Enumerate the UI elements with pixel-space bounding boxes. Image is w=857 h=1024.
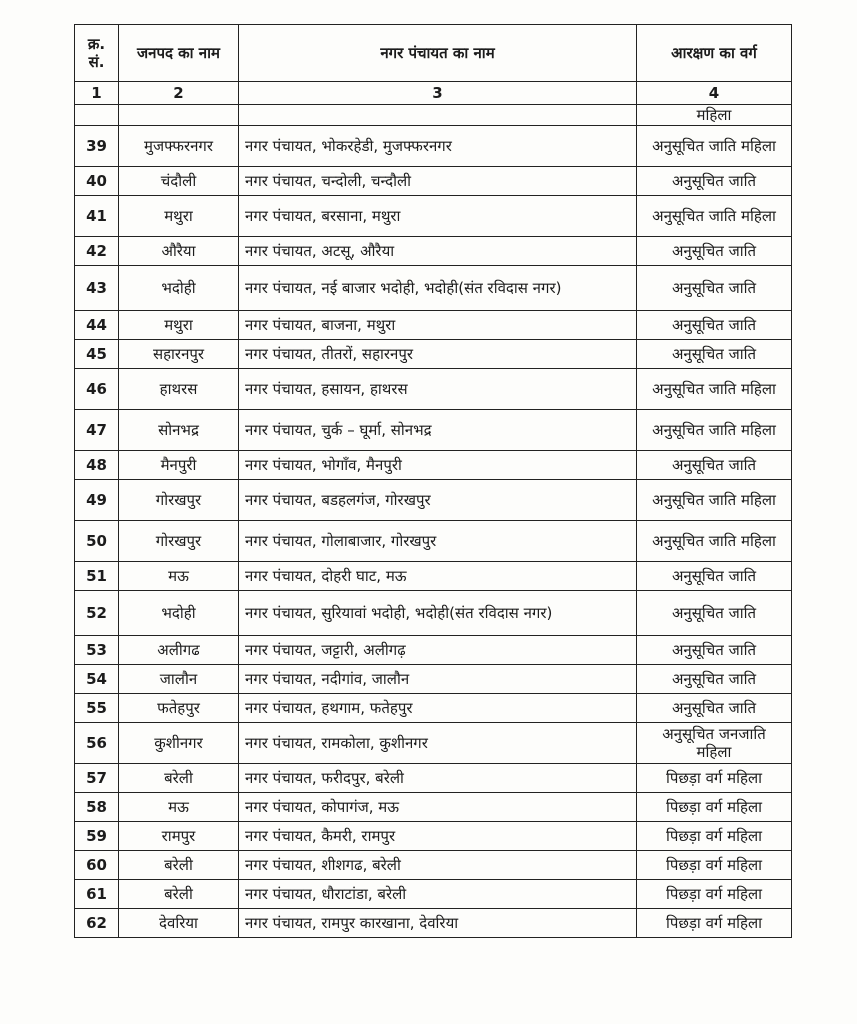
serial-cell: 52 (75, 591, 119, 636)
table-row (75, 410, 792, 451)
panchayat-cell: नगर पंचायत, कोपागंज, मऊ (239, 793, 637, 822)
category-cell: अनुसूचित जाति (637, 591, 792, 636)
serial-cell: 53 (75, 636, 119, 665)
category-cell: पिछड़ा वर्ग महिला (637, 851, 792, 880)
category-cell: पिछड़ा वर्ग महिला (637, 764, 792, 793)
serial-cell: 42 (75, 237, 119, 266)
category-cell: अनुसूचित जाति महिला (637, 480, 792, 521)
panchayat-cell: नगर पंचायत, नदीगांव, जालौन (239, 665, 637, 694)
serial-cell: 57 (75, 764, 119, 793)
panchayat-cell: नगर पंचायत, तीतरों, सहारनपुर (239, 340, 637, 369)
serial-cell: 55 (75, 694, 119, 723)
serial-cell: 60 (75, 851, 119, 880)
panchayat-cell: नगर पंचायत, चन्दोली, चन्दौली (239, 167, 637, 196)
district-cell: भदोही (119, 266, 239, 311)
table-row (75, 451, 792, 480)
serial-cell: 54 (75, 665, 119, 694)
category-cell: अनुसूचित जाति (637, 451, 792, 480)
header-serial: क्र. सं. (75, 25, 119, 82)
district-cell: कुशीनगर (119, 723, 239, 764)
district-cell: बरेली (119, 851, 239, 880)
panchayat-cell: नगर पंचायत, फरीदपुर, बरेली (239, 764, 637, 793)
district-cell: सोनभद्र (119, 410, 239, 451)
serial-cell: 51 (75, 562, 119, 591)
table-row (75, 591, 792, 636)
serial-cell: 39 (75, 126, 119, 167)
table-row (75, 793, 792, 822)
category-cell: अनुसूचित जाति (637, 562, 792, 591)
category-cell: अनुसूचित जाति (637, 665, 792, 694)
district-cell: मथुरा (119, 196, 239, 237)
table-row (75, 880, 792, 909)
district-cell: मऊ (119, 793, 239, 822)
panchayat-cell: नगर पंचायत, रामकोला, कुशीनगर (239, 723, 637, 764)
table-row (75, 665, 792, 694)
header-category: आरक्षण का वर्ग (637, 25, 792, 82)
continuation-empty (75, 105, 119, 126)
table-row (75, 126, 792, 167)
continuation-category: महिला (637, 105, 792, 126)
district-cell: फतेहपुर (119, 694, 239, 723)
category-cell: अनुसूचित जाति (637, 237, 792, 266)
table-row (75, 521, 792, 562)
panchayat-cell: नगर पंचायत, बाजना, मथुरा (239, 311, 637, 340)
column-number: 3 (239, 82, 637, 105)
serial-cell: 58 (75, 793, 119, 822)
panchayat-cell: नगर पंचायत, बडहलगंज, गोरखपुर (239, 480, 637, 521)
category-cell: अनुसूचित जाति (637, 311, 792, 340)
panchayat-cell: नगर पंचायत, चुर्क – घूर्मा, सोनभद्र (239, 410, 637, 451)
serial-cell: 44 (75, 311, 119, 340)
table-body (75, 105, 792, 938)
category-cell: अनुसूचित जाति (637, 694, 792, 723)
table-row (75, 266, 792, 311)
column-number: 1 (75, 82, 119, 105)
serial-cell: 47 (75, 410, 119, 451)
district-cell: मैनपुरी (119, 451, 239, 480)
serial-cell: 49 (75, 480, 119, 521)
continuation-empty (239, 105, 637, 126)
district-cell: बरेली (119, 880, 239, 909)
serial-cell: 62 (75, 909, 119, 938)
category-cell: अनुसूचित जाति महिला (637, 126, 792, 167)
district-cell: मऊ (119, 562, 239, 591)
category-cell: अनुसूचित जाति (637, 266, 792, 311)
panchayat-cell: नगर पंचायत, सुरियावां भदोही, भदोही(संत रविदास नगर) (239, 591, 637, 636)
serial-cell: 56 (75, 723, 119, 764)
district-cell: बरेली (119, 764, 239, 793)
district-cell: चंदौली (119, 167, 239, 196)
district-cell: सहारनपुर (119, 340, 239, 369)
serial-cell: 41 (75, 196, 119, 237)
table-row (75, 311, 792, 340)
serial-cell: 45 (75, 340, 119, 369)
category-cell: अनुसूचित जाति (637, 636, 792, 665)
serial-cell: 61 (75, 880, 119, 909)
category-cell: अनुसूचित जाति महिला (637, 196, 792, 237)
panchayat-cell: नगर पंचायत, धौराटांडा, बरेली (239, 880, 637, 909)
category-cell: अनुसूचित जाति महिला (637, 369, 792, 410)
table-row (75, 237, 792, 266)
district-cell: औरैया (119, 237, 239, 266)
district-cell: हाथरस (119, 369, 239, 410)
serial-cell: 59 (75, 822, 119, 851)
district-cell: अलीगढ (119, 636, 239, 665)
panchayat-cell: नगर पंचायत, हसायन, हाथरस (239, 369, 637, 410)
serial-cell: 43 (75, 266, 119, 311)
category-cell: अनुसूचित जनजाति महिला (637, 723, 792, 764)
header-row (75, 25, 792, 82)
serial-cell: 50 (75, 521, 119, 562)
district-cell: गोरखपुर (119, 480, 239, 521)
table-row (75, 636, 792, 665)
panchayat-cell: नगर पंचायत, जट्टारी, अलीगढ़ (239, 636, 637, 665)
panchayat-cell: नगर पंचायत, नई बाजार भदोही, भदोही(संत रविदास नगर) (239, 266, 637, 311)
panchayat-cell: नगर पंचायत, हथगाम, फतेहपुर (239, 694, 637, 723)
table-row (75, 723, 792, 764)
table-row (75, 480, 792, 521)
serial-cell: 40 (75, 167, 119, 196)
panchayat-cell: नगर पंचायत, शीशगढ, बरेली (239, 851, 637, 880)
serial-cell: 48 (75, 451, 119, 480)
category-cell: अनुसूचित जाति महिला (637, 410, 792, 451)
table-row (75, 562, 792, 591)
panchayat-cell: नगर पंचायत, भोगाँव, मैनपुरी (239, 451, 637, 480)
serial-cell: 46 (75, 369, 119, 410)
column-number: 4 (637, 82, 792, 105)
continuation-empty (119, 105, 239, 126)
table-row (75, 340, 792, 369)
district-cell: रामपुर (119, 822, 239, 851)
panchayat-cell: नगर पंचायत, दोहरी घाट, मऊ (239, 562, 637, 591)
district-cell: भदोही (119, 591, 239, 636)
district-cell: देवरिया (119, 909, 239, 938)
table-row (75, 822, 792, 851)
header-district: जनपद का नाम (119, 25, 239, 82)
table-row (75, 694, 792, 723)
column-number-row (75, 82, 792, 105)
category-cell: पिछड़ा वर्ग महिला (637, 880, 792, 909)
column-number: 2 (119, 82, 239, 105)
panchayat-cell: नगर पंचायत, कैमरी, रामपुर (239, 822, 637, 851)
panchayat-cell: नगर पंचायत, बरसाना, मथुरा (239, 196, 637, 237)
table-row (75, 851, 792, 880)
table-row (75, 167, 792, 196)
continuation-row (75, 105, 792, 126)
table-row (75, 369, 792, 410)
panchayat-cell: नगर पंचायत, अटसू, औरैया (239, 237, 637, 266)
category-cell: अनुसूचित जाति (637, 340, 792, 369)
category-cell: पिछड़ा वर्ग महिला (637, 822, 792, 851)
reservation-table (74, 24, 792, 938)
district-cell: जालौन (119, 665, 239, 694)
table-row (75, 196, 792, 237)
district-cell: मथुरा (119, 311, 239, 340)
panchayat-cell: नगर पंचायत, रामपुर कारखाना, देवरिया (239, 909, 637, 938)
category-cell: पिछड़ा वर्ग महिला (637, 909, 792, 938)
district-cell: मुजफ्फरनगर (119, 126, 239, 167)
table-row (75, 764, 792, 793)
category-cell: अनुसूचित जाति महिला (637, 521, 792, 562)
panchayat-cell: नगर पंचायत, भोकरहेडी, मुजफ्फरनगर (239, 126, 637, 167)
category-cell: पिछड़ा वर्ग महिला (637, 793, 792, 822)
panchayat-cell: नगर पंचायत, गोलाबाजार, गोरखपुर (239, 521, 637, 562)
district-cell: गोरखपुर (119, 521, 239, 562)
category-cell: अनुसूचित जाति (637, 167, 792, 196)
table-row (75, 909, 792, 938)
header-panchayat: नगर पंचायत का नाम (239, 25, 637, 82)
